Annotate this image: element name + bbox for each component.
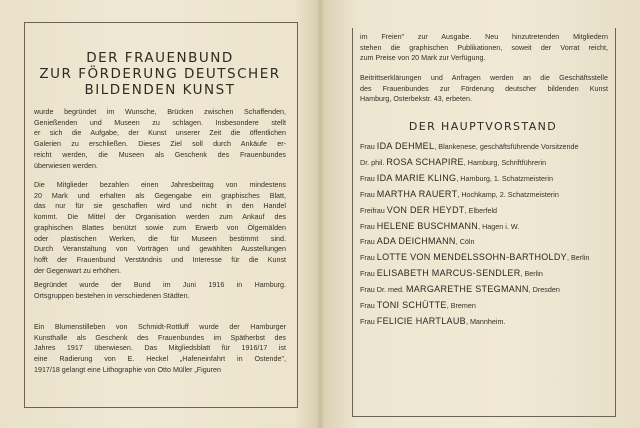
board-member bbox=[360, 139, 610, 155]
text-line: Jahres 1917 überwiesen. Das Mitgliedsblatt für 1916/17 ist bbox=[34, 344, 286, 353]
left-heading-line-3: BILDENDEN KUNST bbox=[84, 82, 236, 98]
text-line: oder plastischen Werken, die für Museen bestimmt sind. bbox=[34, 234, 286, 243]
text-line: zum Preise von 20 Mark zur Verfügung. bbox=[360, 54, 486, 63]
board-member bbox=[360, 314, 610, 330]
member-title: Frau bbox=[360, 269, 377, 279]
text-line: Beitrittserklärungen und Anfragen werden an die Geschäftsstelle bbox=[360, 74, 608, 82]
text-line: Die Mitglieder bezahlen einen Jahresbeitrag von mindestens bbox=[34, 181, 286, 189]
member-title: Frau bbox=[360, 221, 377, 231]
member-title: Frau bbox=[360, 301, 377, 311]
member-detail: , Mannheim. bbox=[465, 316, 506, 326]
member-name: ADA DEICHMANN bbox=[376, 236, 456, 247]
left-heading-line-2: ZUR FÖRDERUNG DEUTSCHER bbox=[39, 66, 281, 82]
text-line: Ein Blumenstilleben von Schmidt-Rottluff wurde der Hamburger bbox=[34, 323, 286, 331]
member-detail: , Berlin bbox=[566, 253, 590, 263]
text-line: Genießenden und Museen zu schlagen. Insbesondere stellt bbox=[34, 118, 286, 127]
member-title: Frau bbox=[360, 316, 377, 326]
member-name: TONI SCHÜTTE bbox=[376, 300, 447, 311]
text-line: das nur für sie geschaffen wird und nicht in den Handel bbox=[34, 202, 286, 211]
text-line: Galerien zu erschließen. Dieses Ziel soll durch Ankäufe er- bbox=[34, 140, 286, 149]
member-name: FELICIE HARTLAUB bbox=[376, 315, 466, 326]
text-line: Durch Veranstaltung von Vorträgen und gewählten Ausstellungen bbox=[34, 245, 286, 254]
member-name: ROSA SCHAPIRE bbox=[386, 156, 464, 167]
member-detail: , Bremen bbox=[446, 301, 476, 311]
board-member bbox=[360, 219, 610, 235]
member-name: LOTTE VON MENDELSSOHN-BARTHOLDY bbox=[376, 252, 567, 263]
member-name: MARGARETHE STEGMANN bbox=[405, 284, 529, 295]
text-line: der Gegenwart zu erhöhen. bbox=[34, 266, 121, 275]
right-page bbox=[322, 0, 640, 428]
text-line: graphischen Blattes benützt sowie zum Erwerb von Ölgemälden bbox=[34, 223, 286, 232]
text-line: er sich die Aufgabe, der Kunst unserer Zeit die öffentlichen bbox=[34, 129, 286, 138]
board-member-list bbox=[360, 139, 610, 330]
text-line: kommt. Die Mittel der Organisation werden zum Ankauf des bbox=[34, 213, 286, 222]
text-line: Ortsgruppen bestehen in verschiedenen Städten. bbox=[34, 291, 190, 300]
text-line: Begründet wurde der Bund im Juni 1916 in Hamburg. bbox=[34, 281, 286, 289]
member-title: Frau Dr. med. bbox=[360, 285, 406, 295]
member-name: VON DER HEYDT bbox=[386, 204, 465, 215]
right-paragraph-1 bbox=[360, 32, 608, 64]
member-detail: , Hochkamp, 2. Schatzmeisterin bbox=[457, 189, 559, 199]
member-title: Frau bbox=[360, 253, 377, 263]
left-paragraph-4 bbox=[34, 322, 286, 376]
member-name: IDA DEHMEL bbox=[376, 141, 435, 151]
board-member bbox=[360, 171, 610, 187]
member-detail: , Hagen i. W. bbox=[478, 221, 520, 231]
member-name: IDA MARIE KLING bbox=[376, 172, 457, 183]
member-title: Frau bbox=[360, 189, 377, 199]
text-line: 1917/18 gelangt eine Lithographie von Otto Müller „Figuren bbox=[34, 365, 221, 374]
board-member bbox=[360, 187, 610, 203]
text-line: hofft der Frauenbund Verständnis und Interesse für die Kunst bbox=[34, 255, 286, 264]
board-member bbox=[360, 282, 610, 298]
left-heading-line-1: DER FRAUENBUND bbox=[86, 50, 234, 66]
member-name: ELISABETH MARCUS-SENDLER bbox=[376, 268, 521, 279]
member-detail: , Hamburg, Schriftführerin bbox=[463, 157, 547, 167]
board-member bbox=[360, 266, 610, 282]
member-detail: , Hamburg, 1. Schatzmeisterin bbox=[456, 173, 553, 183]
member-detail: , Berlin bbox=[520, 269, 543, 279]
member-detail: , Blankenese, geschäftsführende Vorsitzende bbox=[434, 142, 579, 151]
text-line: überwiesen werden. bbox=[34, 161, 98, 170]
text-line: Kunsthalle als Geschenk des Frauenbundes im Spätherbst des bbox=[34, 333, 286, 342]
text-line: 20 Mark und erhalten als Gegengabe ein graphisches Blatt, bbox=[34, 191, 286, 200]
board-heading: DER HAUPTVORSTAND bbox=[408, 120, 558, 133]
board-member bbox=[360, 155, 610, 171]
member-title: Frau bbox=[360, 142, 377, 151]
text-line: eine Radierung von E. Heckel „Hafeneinfahrt in Ostende", bbox=[34, 355, 286, 364]
text-line: reicht werden, die Museen als Geschenk des Frauenbundes bbox=[34, 150, 286, 159]
left-paragraph-2 bbox=[34, 180, 286, 276]
member-detail: , Elberfeld bbox=[464, 205, 498, 215]
member-title: Frau bbox=[360, 237, 377, 247]
left-page bbox=[0, 0, 318, 428]
board-member bbox=[360, 250, 610, 266]
text-line: wurde begründet im Wunsche, Brücken zwischen Schaffenden, bbox=[34, 108, 286, 116]
right-paragraph-2 bbox=[360, 73, 608, 105]
member-name: HELENE BUSCHMANN bbox=[376, 220, 479, 231]
left-paragraph-3 bbox=[34, 280, 286, 301]
member-detail: , Cöln bbox=[455, 237, 475, 247]
member-title: Frau bbox=[360, 173, 377, 183]
text-line: stehen die graphischen Publikationen, soweit der Vorrat reicht, bbox=[360, 43, 608, 52]
text-line: im Freien" zur Ausgabe. Neu hinzutretenden Mitgliedern bbox=[360, 33, 608, 41]
board-member bbox=[360, 203, 610, 219]
member-title: Freifrau bbox=[360, 205, 387, 215]
text-line: Hamburg, Osterbekstr. 43, erbeten. bbox=[360, 95, 472, 104]
left-paragraph-1 bbox=[34, 107, 286, 171]
member-title: Dr. phil. bbox=[360, 157, 387, 167]
member-name: MARTHA RAUERT bbox=[376, 188, 458, 199]
board-member bbox=[360, 298, 610, 314]
board-member bbox=[360, 234, 610, 250]
member-detail: , Dresden bbox=[528, 285, 560, 295]
text-line: des Frauenbundes zur Förderung deutscher bildenden Kunst bbox=[360, 84, 608, 93]
